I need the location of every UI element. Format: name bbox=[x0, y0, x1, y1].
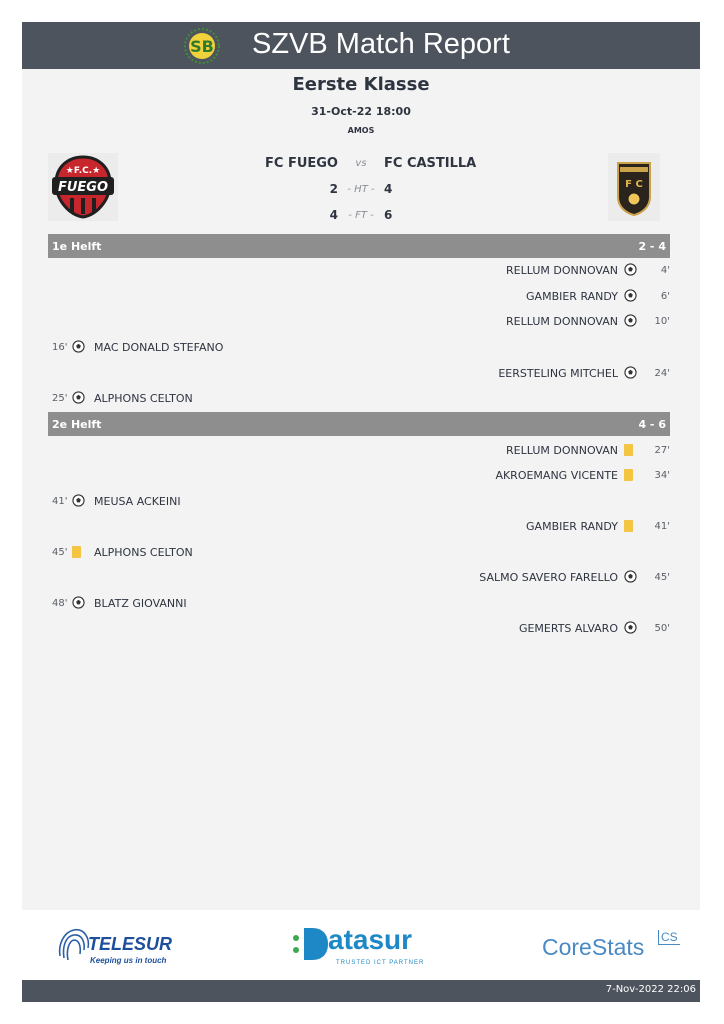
event-minute: 16' bbox=[52, 341, 68, 353]
event-minute: 41' bbox=[52, 495, 68, 507]
yellow-card-icon bbox=[72, 545, 86, 559]
event-minute: 6' bbox=[660, 290, 670, 302]
telesur-tagline: Keeping us in touch bbox=[90, 956, 167, 965]
event-minute: 4' bbox=[660, 264, 670, 276]
goal-icon bbox=[624, 366, 638, 380]
yellow-card-icon bbox=[624, 468, 638, 482]
goal-icon bbox=[72, 340, 86, 354]
goal-icon bbox=[624, 263, 638, 277]
event-row bbox=[506, 312, 670, 330]
event-minute: 45' bbox=[52, 546, 68, 558]
goal-icon bbox=[624, 289, 638, 303]
event-player: RELLUM DONNOVAN bbox=[506, 443, 618, 457]
away-ht-score: 4 bbox=[384, 182, 393, 196]
event-player: BLATZ GIOVANNI bbox=[94, 596, 187, 610]
period-label: 1e Helft bbox=[52, 240, 102, 253]
event-row bbox=[506, 261, 670, 279]
event-minute: 45' bbox=[654, 571, 670, 583]
generated-timestamp: 7-Nov-2022 22:06 bbox=[605, 984, 696, 995]
corestats-name: CoreStats bbox=[542, 934, 645, 960]
match-datetime: 31-Oct-22 18:00 bbox=[311, 105, 411, 118]
event-player: ALPHONS CELTON bbox=[94, 391, 193, 405]
event-player: MEUSA ACKEINI bbox=[94, 494, 181, 508]
header-bar bbox=[22, 22, 700, 69]
goal-icon bbox=[624, 621, 638, 635]
match-report-sheet bbox=[22, 22, 700, 1002]
goal-icon bbox=[624, 570, 638, 584]
event-minute: 25' bbox=[52, 392, 68, 404]
fc-fuego-logo-icon bbox=[48, 153, 118, 221]
event-minute: 41' bbox=[654, 520, 670, 532]
svg-text:★F.C.★: ★F.C.★ bbox=[65, 166, 101, 176]
event-player: EERSTELING MITCHEL bbox=[498, 366, 618, 380]
goal-icon bbox=[72, 494, 86, 508]
event-player: RELLUM DONNOVAN bbox=[506, 263, 618, 277]
event-minute: 24' bbox=[654, 367, 670, 379]
home-team-name: FC FUEGO bbox=[265, 156, 338, 171]
goal-icon bbox=[624, 314, 638, 328]
corestats-badge: CS bbox=[658, 930, 680, 945]
ft-label: - FT - bbox=[348, 210, 374, 221]
home-team-logo bbox=[48, 153, 118, 221]
event-row bbox=[52, 543, 193, 561]
event-player: SALMO SAVERO FARELLO bbox=[479, 570, 618, 584]
telesur-name: TELESUR bbox=[88, 934, 173, 954]
datasur-tagline: TRUSTED ICT PARTNER bbox=[336, 960, 425, 966]
period-score: 4 - 6 bbox=[638, 418, 666, 431]
corestats-logo bbox=[542, 930, 682, 966]
event-row bbox=[526, 287, 670, 305]
period-score: 2 - 4 bbox=[638, 240, 666, 253]
event-minute: 34' bbox=[654, 469, 670, 481]
svg-text:F C: F C bbox=[625, 179, 643, 190]
event-minute: 27' bbox=[654, 444, 670, 456]
event-row bbox=[498, 364, 670, 382]
match-venue: AMOS bbox=[347, 126, 375, 135]
away-team-logo bbox=[608, 153, 660, 221]
datasur-name: atasur bbox=[328, 924, 413, 955]
event-row bbox=[52, 492, 181, 510]
event-player: RELLUM DONNOVAN bbox=[506, 314, 618, 328]
yellow-card-icon bbox=[624, 443, 638, 457]
event-player: GAMBIER RANDY bbox=[526, 519, 618, 533]
sponsor-band bbox=[22, 910, 700, 980]
telesur-logo bbox=[54, 922, 172, 970]
datasur-logo bbox=[290, 924, 435, 970]
event-minute: 48' bbox=[52, 597, 68, 609]
event-row bbox=[495, 466, 670, 484]
home-ht-score: 2 bbox=[329, 182, 338, 196]
event-row bbox=[506, 441, 670, 459]
fc-castilla-logo-icon bbox=[608, 153, 660, 221]
goal-icon bbox=[72, 596, 86, 610]
event-minute: 50' bbox=[654, 622, 670, 634]
first-half-bar bbox=[48, 234, 670, 258]
event-player: GEMERTS ALVARO bbox=[518, 621, 618, 635]
goal-icon bbox=[72, 391, 86, 405]
event-row bbox=[52, 594, 187, 612]
away-ft-score: 6 bbox=[384, 208, 393, 222]
footer-bar bbox=[22, 980, 700, 1002]
period-label: 2e Helft bbox=[52, 418, 102, 431]
szvb-logo-icon bbox=[179, 27, 225, 65]
vs-label: vs bbox=[355, 158, 367, 169]
event-row bbox=[52, 389, 193, 407]
event-player: MAC DONALD STEFANO bbox=[94, 340, 224, 354]
svg-text:SB: SB bbox=[190, 37, 214, 56]
ht-label: - HT - bbox=[347, 184, 375, 195]
event-minute: 10' bbox=[654, 315, 670, 327]
datasur-d-icon bbox=[290, 924, 330, 964]
event-row bbox=[479, 568, 670, 586]
svg-text:FUEGO: FUEGO bbox=[57, 180, 109, 195]
report-title: SZVB Match Report bbox=[252, 28, 510, 60]
event-player: GAMBIER RANDY bbox=[526, 289, 618, 303]
second-half-bar bbox=[48, 412, 670, 436]
away-team-name: FC CASTILLA bbox=[384, 156, 477, 171]
event-row bbox=[52, 338, 223, 356]
event-row bbox=[526, 517, 670, 535]
event-player: AKROEMANG VICENTE bbox=[495, 468, 618, 482]
yellow-card-icon bbox=[624, 519, 638, 533]
home-ft-score: 4 bbox=[329, 208, 338, 222]
event-row bbox=[519, 619, 670, 637]
event-player: ALPHONS CELTON bbox=[94, 545, 193, 559]
league-name: Eerste Klasse bbox=[292, 74, 430, 95]
